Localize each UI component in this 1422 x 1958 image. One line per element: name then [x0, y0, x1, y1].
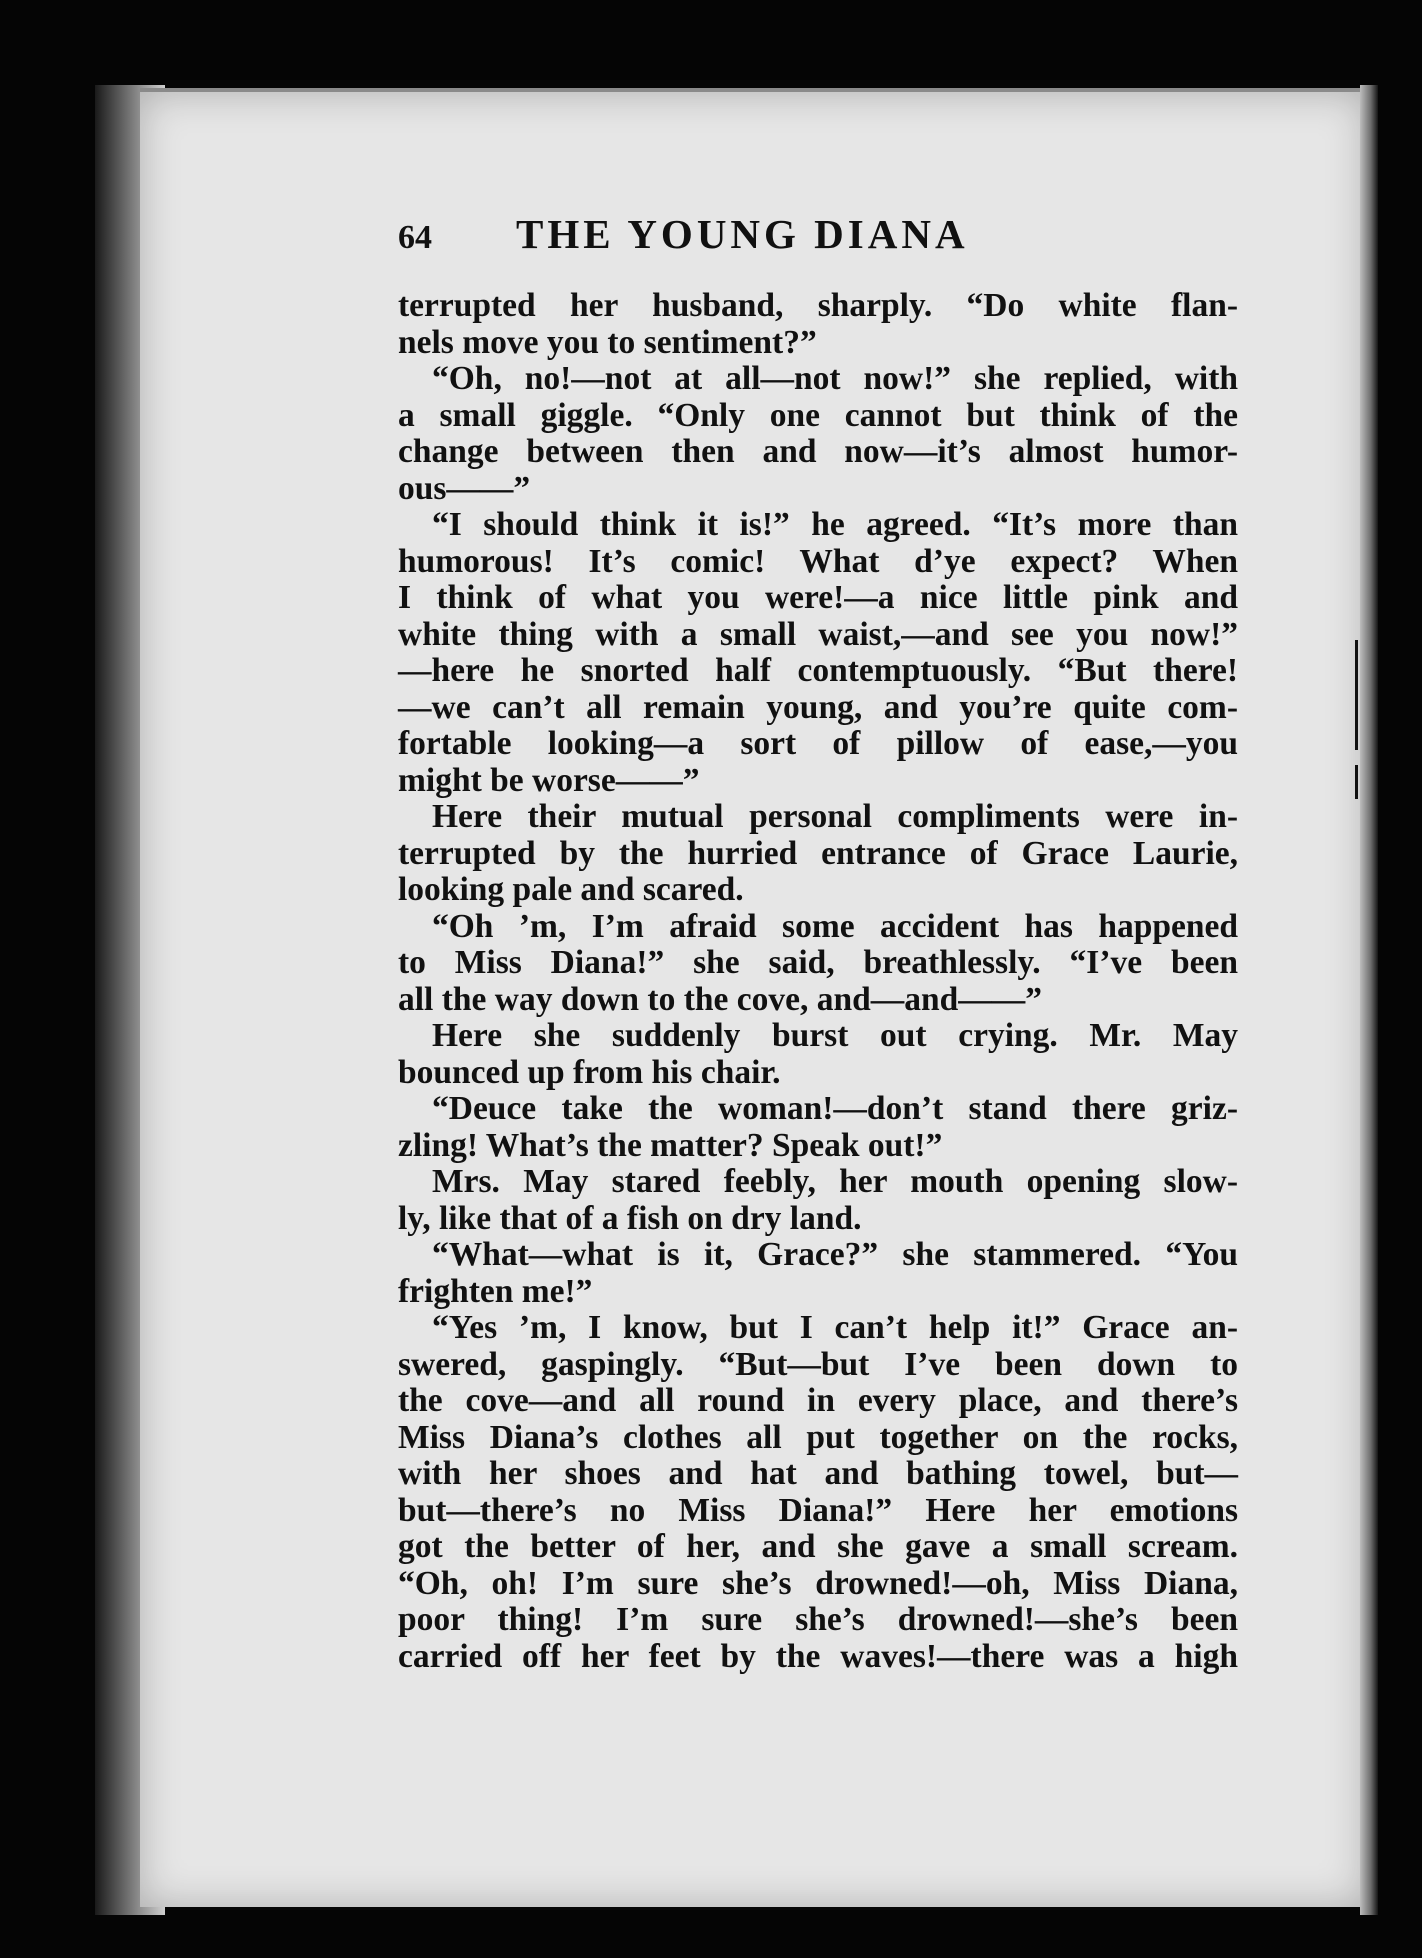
text-line: “Oh, oh! I’m sure she’s drowned!—oh, Miss Diana,: [398, 1564, 1238, 1602]
text-line: all the way down to the cove, and—and——”: [398, 980, 1042, 1018]
text-line: but—there’s no Miss Diana!” Here her emotions: [398, 1491, 1238, 1529]
text-line: “Oh ’m, I’m afraid some accident has happened: [432, 907, 1238, 945]
page-right-edge: [1360, 85, 1378, 1915]
text-line: to Miss Diana!” she said, breathlessly. “I’ve been: [398, 944, 1238, 981]
text-line: “Yes ’m, I know, but I can’t help it!” Grace an-: [432, 1309, 1238, 1346]
text-line: fortable looking—a sort of pillow of ease,—you: [398, 725, 1238, 762]
text-line: “I should think it is!” he agreed. “It’s more than: [432, 506, 1238, 543]
text-line: looking pale and scared.: [398, 871, 744, 908]
text-line: might be worse——”: [398, 761, 700, 799]
text-line: carried off her feet by the waves!—there was a high: [398, 1637, 1238, 1675]
text-line: Here she suddenly burst out crying. Mr. May: [432, 1017, 1238, 1054]
page-number: 64: [398, 219, 432, 256]
text-line: “Deuce take the woman!—don’t stand there griz-: [432, 1090, 1238, 1127]
text-line: frighten me!”: [398, 1272, 593, 1310]
text-line: —we can’t all remain young, and you’re quite com-: [398, 688, 1238, 726]
text-line: with her shoes and hat and bathing towel, but—: [398, 1455, 1238, 1492]
text-line: poor thing! I’m sure she’s drowned!—she’s been: [398, 1601, 1238, 1638]
text-line: —here he snorted half contemptuously. “But there!: [398, 652, 1238, 689]
text-line: terrupted by the hurried entrance of Grace Laurie,: [398, 834, 1238, 872]
text-line: change between then and now—it’s almost humor-: [398, 433, 1238, 470]
text-line: bounced up from his chair.: [398, 1053, 781, 1091]
text-line: “What—what is it, Grace?” she stammered. “You: [432, 1236, 1238, 1273]
text-line: Miss Diana’s clothes all put together on the rocks,: [398, 1418, 1238, 1456]
text-line: the cove—and all round in every place, and there’s: [398, 1382, 1238, 1419]
text-line: swered, gaspingly. “But—but I’ve been down to: [398, 1345, 1238, 1383]
page-edge-mark: [1355, 765, 1358, 799]
text-line: “Oh, no!—not at all—not now!” she replied, with: [432, 360, 1238, 397]
page-edge-mark: [1355, 640, 1358, 750]
text-line: I think of what you were!—a nice little pink and: [398, 579, 1238, 616]
text-line: ous——”: [398, 469, 531, 507]
page-text-block: [398, 210, 1238, 1675]
body-text: [398, 288, 1238, 1675]
book-title: THE YOUNG DIANA: [516, 211, 969, 257]
text-line: Here their mutual personal compliments were in-: [432, 798, 1238, 835]
text-line: terrupted her husband, sharply. “Do white flan-: [398, 287, 1238, 324]
text-line: Mrs. May stared feebly, her mouth opening slow-: [432, 1163, 1238, 1200]
text-line: nels move you to sentiment?”: [398, 323, 817, 361]
text-line: got the better of her, and she gave a small scream.: [398, 1528, 1238, 1565]
text-line: ly, like that of a fish on dry land.: [398, 1199, 862, 1237]
text-line: white thing with a small waist,—and see you now!”: [398, 615, 1238, 653]
text-line: a small giggle. “Only one cannot but think of the: [398, 396, 1238, 434]
text-line: humorous! It’s comic! What d’ye expect? When: [398, 542, 1238, 580]
text-line: zling! What’s the matter? Speak out!”: [398, 1126, 943, 1164]
running-head: [398, 210, 1238, 282]
